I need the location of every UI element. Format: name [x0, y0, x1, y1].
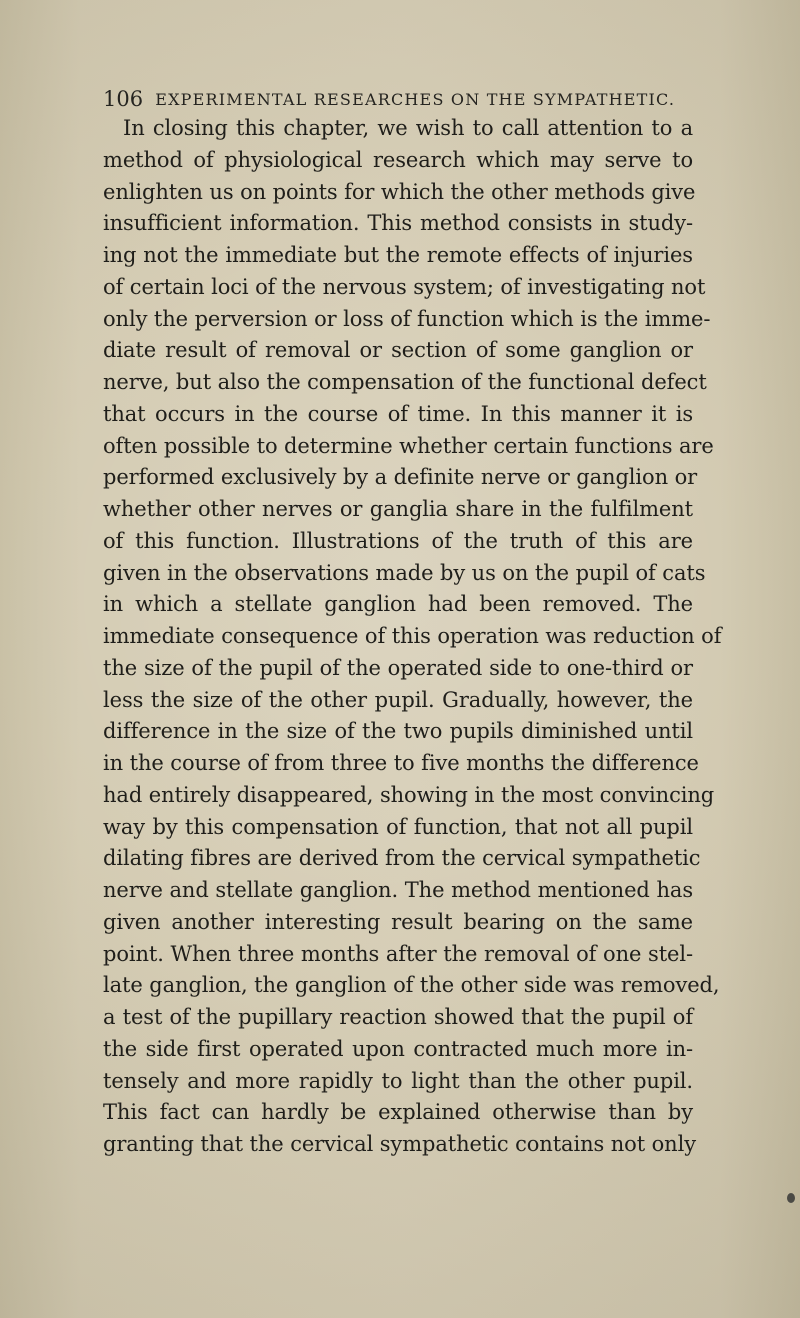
text-line: nerve, but also the compensation of the functional defect [103, 370, 707, 394]
text-line: dilating fibres are derived from the cervical sympathetic [103, 846, 701, 871]
text-line: method of physiological research which may serve to [103, 147, 693, 172]
text-line: in the course of from three to five months the difference [103, 751, 699, 775]
text-line: diate result of removal or section of some ganglion or [103, 338, 693, 363]
text-line: ing not the immediate but the remote effects of injuries [103, 243, 693, 267]
text-line: insufficient information. This method consists in study- [103, 211, 693, 236]
text-line: that occurs in the course of time. In this manner it is [103, 401, 693, 426]
text-line: of certain loci of the nervous system; of investigating not [103, 274, 706, 299]
text-line: enlighten us on points for which the other methods give [103, 179, 696, 204]
text-line: nerve and stellate ganglion. The method mentioned has [103, 878, 693, 902]
text-line: late ganglion, the ganglion of the other side was removed, [103, 973, 720, 998]
text-line: the side first operated upon contracted much more in- [103, 1036, 693, 1061]
text-line: the size of the pupil of the operated side to one-third or [103, 655, 693, 680]
running-title: EXPERIMENTAL RESEARCHES ON THE SYMPATHETIC. [155, 90, 676, 109]
text-line: of this function. Illustrations of the truth of this are [103, 528, 693, 553]
text-line: less the size of the other pupil. Gradually, however, the [103, 687, 693, 712]
text-line: whether other nerves or ganglia share in the fulfilment [103, 497, 693, 521]
text-line: granting that the cervical sympathetic contains not only [103, 1132, 696, 1156]
ink-speck [787, 1193, 795, 1203]
text-line: point. When three months after the removal of one stel- [103, 941, 693, 966]
text-line: This fact can hardly be explained otherwise than by [103, 1100, 693, 1125]
text-line: performed exclusively by a definite nerve or ganglion or [103, 465, 698, 490]
text-line: tensely and more rapidly to light than the other pupil. [103, 1068, 693, 1093]
text-line: In closing this chapter, we wish to call attention to a [123, 116, 693, 140]
page-number: 106 [103, 87, 144, 111]
text-line: immediate consequence of this operation was reduction of [103, 624, 722, 648]
text-line: given in the observations made by us on the pupil of cats [103, 560, 706, 585]
text-line: given another interesting result bearing on the same [103, 909, 693, 934]
text-line: often possible to determine whether certain functions are [103, 433, 714, 458]
text-line: difference in the size of the two pupils diminished until [103, 719, 693, 744]
page-header [103, 84, 753, 114]
text-line: had entirely disappeared, showing in the most convincing [103, 782, 715, 807]
text-line: in which a stellate ganglion had been removed. The [103, 592, 693, 617]
body-text [103, 113, 722, 1161]
text-line: way by this compensation of function, that not all pupil [103, 814, 693, 839]
text-line: a test of the pupillary reaction showed that the pupil of [103, 1005, 693, 1029]
text-line: only the perversion or loss of function which is the imme- [103, 306, 711, 331]
